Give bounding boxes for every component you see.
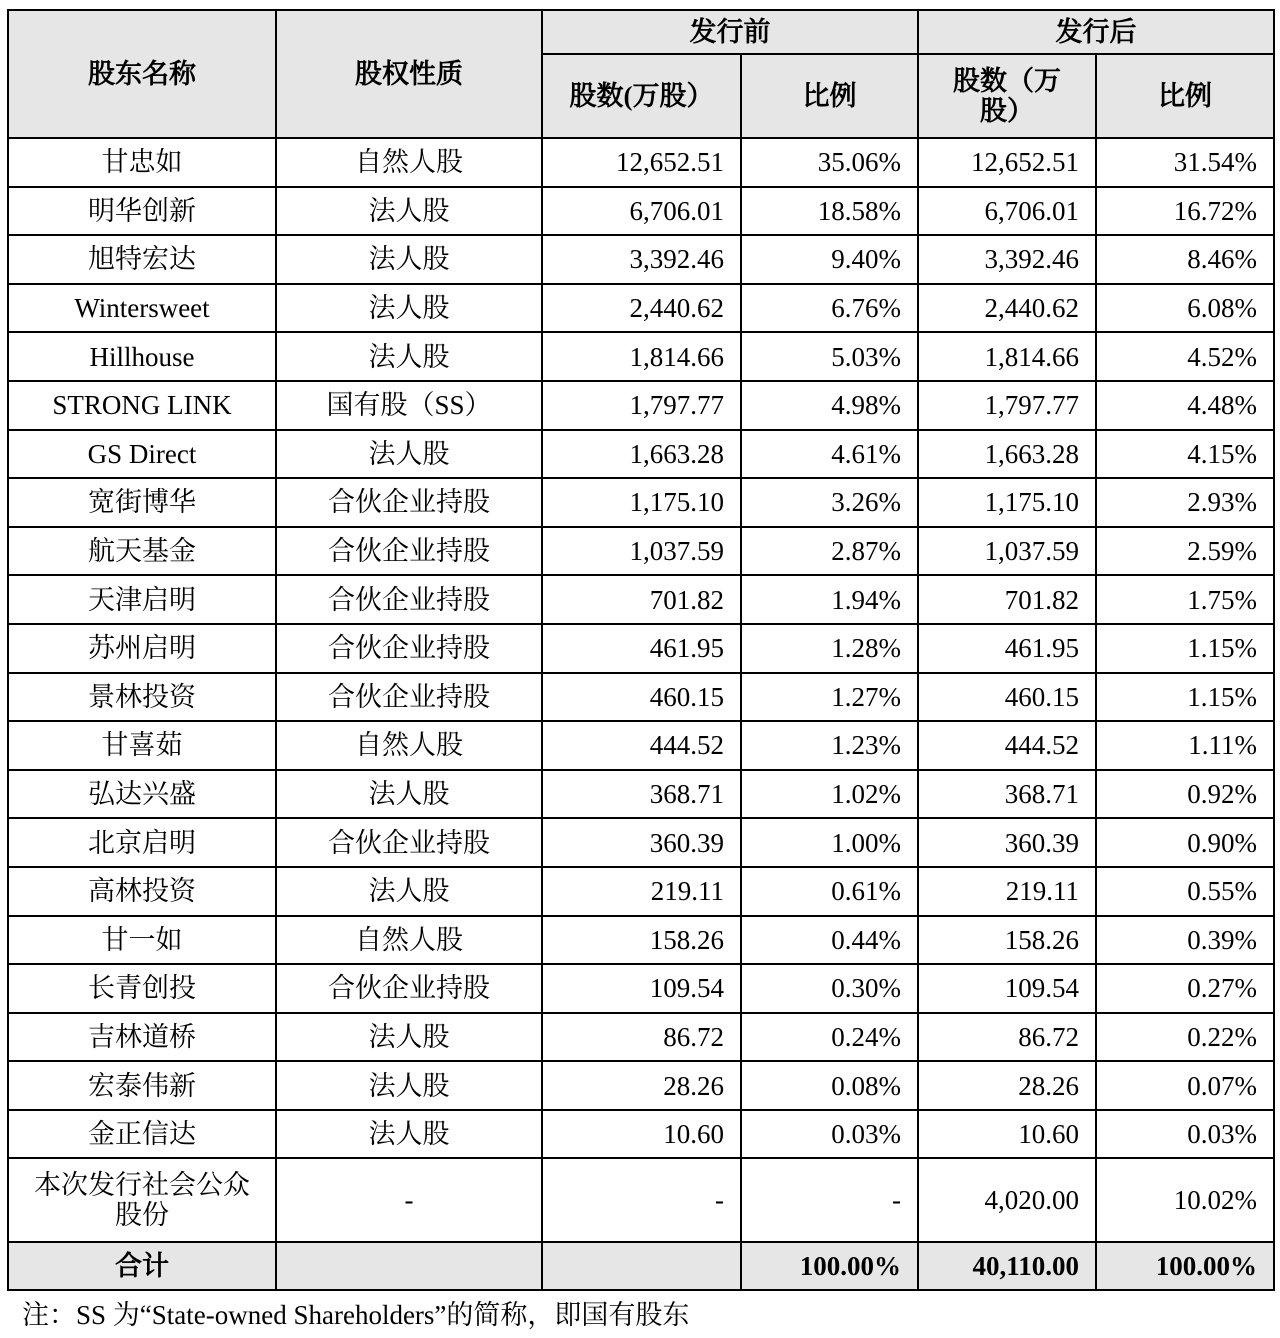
cell-nature: 法人股	[276, 1061, 542, 1110]
table-row	[8, 381, 1274, 430]
cell-name: 弘达兴盛	[8, 770, 276, 819]
total-shares-after: 40,110.00	[918, 1242, 1096, 1290]
header-after: 发行后	[918, 10, 1274, 54]
total-ratio-after: 100.00%	[1096, 1242, 1274, 1290]
cell-shares-after: 1,814.66	[918, 332, 1096, 381]
cell-name: 天津启明	[8, 575, 276, 624]
cell-shares-after: 10.60	[918, 1110, 1096, 1159]
cell-name: 北京启明	[8, 818, 276, 867]
table-body	[8, 138, 1274, 1158]
cell-shares-before: 28.26	[542, 1061, 741, 1110]
cell-shares-before: 1,814.66	[542, 332, 741, 381]
cell-ratio-before: 1.23%	[741, 721, 918, 770]
cell-ratio-before: 4.98%	[741, 381, 918, 430]
cell-name: 甘一如	[8, 916, 276, 965]
cell-nature: 自然人股	[276, 138, 542, 187]
cell-name: GS Direct	[8, 430, 276, 479]
cell-shares-before: 368.71	[542, 770, 741, 819]
cell-shares-before: 10.60	[542, 1110, 741, 1159]
cell-nature: 国有股（SS）	[276, 381, 542, 430]
total-row	[8, 1242, 1274, 1290]
table-row	[8, 673, 1274, 722]
header-before: 发行前	[542, 10, 918, 54]
cell-name: Wintersweet	[8, 284, 276, 333]
table-row	[8, 1110, 1274, 1159]
cell-shares-before: 109.54	[542, 964, 741, 1013]
cell-shares-before: 360.39	[542, 818, 741, 867]
cell-nature: 合伙企业持股	[276, 673, 542, 722]
table-row	[8, 332, 1274, 381]
cell-shares-after: 158.26	[918, 916, 1096, 965]
cell-ratio-after: 6.08%	[1096, 284, 1274, 333]
table-row	[8, 964, 1274, 1013]
cell-shares-after: 444.52	[918, 721, 1096, 770]
cell-ratio-after: 1.15%	[1096, 624, 1274, 673]
cell-name: 宽街博华	[8, 478, 276, 527]
cell-shares-before: 86.72	[542, 1013, 741, 1062]
table-row	[8, 1013, 1274, 1062]
header-nature: 股权性质	[276, 10, 542, 138]
cell-name: 吉林道桥	[8, 1013, 276, 1062]
table-row	[8, 478, 1274, 527]
total-shares-before	[542, 1242, 741, 1290]
cell-ratio-before: 0.03%	[741, 1110, 918, 1159]
cell-ratio-after: 8.46%	[1096, 235, 1274, 284]
public-ratio-before: -	[741, 1158, 918, 1242]
cell-shares-after: 28.26	[918, 1061, 1096, 1110]
cell-ratio-before: 1.02%	[741, 770, 918, 819]
cell-ratio-before: 9.40%	[741, 235, 918, 284]
header-name: 股东名称	[8, 10, 276, 138]
cell-shares-before: 1,663.28	[542, 430, 741, 479]
cell-ratio-before: 0.44%	[741, 916, 918, 965]
cell-shares-before: 1,037.59	[542, 527, 741, 576]
cell-nature: 法人股	[276, 867, 542, 916]
cell-nature: 法人股	[276, 1110, 542, 1159]
table-row	[8, 284, 1274, 333]
cell-shares-before: 2,440.62	[542, 284, 741, 333]
cell-ratio-after: 4.48%	[1096, 381, 1274, 430]
total-nature	[276, 1242, 542, 1290]
cell-ratio-before: 4.61%	[741, 430, 918, 479]
cell-ratio-before: 0.24%	[741, 1013, 918, 1062]
cell-shares-after: 2,440.62	[918, 284, 1096, 333]
table-row	[8, 721, 1274, 770]
cell-shares-after: 701.82	[918, 575, 1096, 624]
cell-ratio-before: 1.94%	[741, 575, 918, 624]
cell-nature: 合伙企业持股	[276, 624, 542, 673]
cell-ratio-after: 0.27%	[1096, 964, 1274, 1013]
cell-name: 景林投资	[8, 673, 276, 722]
header-ratio-before: 比例	[741, 54, 918, 138]
cell-shares-after: 1,037.59	[918, 527, 1096, 576]
cell-ratio-after: 1.75%	[1096, 575, 1274, 624]
cell-nature: 合伙企业持股	[276, 478, 542, 527]
cell-shares-after: 12,652.51	[918, 138, 1096, 187]
table-row	[8, 187, 1274, 236]
cell-ratio-before: 0.08%	[741, 1061, 918, 1110]
cell-shares-after: 1,797.77	[918, 381, 1096, 430]
table-row	[8, 138, 1274, 187]
cell-name: 高林投资	[8, 867, 276, 916]
table-row	[8, 1061, 1274, 1110]
cell-ratio-after: 0.07%	[1096, 1061, 1274, 1110]
cell-ratio-before: 0.61%	[741, 867, 918, 916]
cell-nature: 合伙企业持股	[276, 527, 542, 576]
cell-shares-after: 1,175.10	[918, 478, 1096, 527]
cell-nature: 法人股	[276, 187, 542, 236]
public-name: 本次发行社会公众股份	[8, 1158, 276, 1242]
cell-nature: 法人股	[276, 332, 542, 381]
cell-name: 长青创投	[8, 964, 276, 1013]
cell-ratio-before: 18.58%	[741, 187, 918, 236]
table-row	[8, 235, 1274, 284]
cell-shares-after: 86.72	[918, 1013, 1096, 1062]
cell-shares-before: 6,706.01	[542, 187, 741, 236]
table-row	[8, 818, 1274, 867]
public-shares-before: -	[542, 1158, 741, 1242]
cell-ratio-after: 4.52%	[1096, 332, 1274, 381]
cell-shares-after: 219.11	[918, 867, 1096, 916]
cell-ratio-after: 1.15%	[1096, 673, 1274, 722]
cell-nature: 自然人股	[276, 721, 542, 770]
cell-ratio-before: 1.27%	[741, 673, 918, 722]
cell-shares-before: 461.95	[542, 624, 741, 673]
cell-nature: 合伙企业持股	[276, 575, 542, 624]
public-shares-after: 4,020.00	[918, 1158, 1096, 1242]
cell-shares-after: 368.71	[918, 770, 1096, 819]
table-row	[8, 770, 1274, 819]
cell-ratio-after: 4.15%	[1096, 430, 1274, 479]
cell-name: Hillhouse	[8, 332, 276, 381]
cell-nature: 合伙企业持股	[276, 964, 542, 1013]
cell-name: 苏州启明	[8, 624, 276, 673]
cell-nature: 法人股	[276, 430, 542, 479]
cell-shares-after: 3,392.46	[918, 235, 1096, 284]
cell-nature: 自然人股	[276, 916, 542, 965]
cell-name: 航天基金	[8, 527, 276, 576]
cell-shares-after: 109.54	[918, 964, 1096, 1013]
cell-shares-before: 1,797.77	[542, 381, 741, 430]
cell-ratio-after: 0.55%	[1096, 867, 1274, 916]
cell-ratio-after: 2.59%	[1096, 527, 1274, 576]
cell-name: 金正信达	[8, 1110, 276, 1159]
cell-shares-before: 219.11	[542, 867, 741, 916]
cell-shares-after: 6,706.01	[918, 187, 1096, 236]
cell-nature: 法人股	[276, 770, 542, 819]
shareholder-table	[7, 9, 1275, 1291]
cell-nature: 法人股	[276, 1013, 542, 1062]
cell-nature: 法人股	[276, 235, 542, 284]
table-row	[8, 867, 1274, 916]
public-nature: -	[276, 1158, 542, 1242]
cell-ratio-before: 2.87%	[741, 527, 918, 576]
cell-ratio-before: 3.26%	[741, 478, 918, 527]
total-ratio-before: 100.00%	[741, 1242, 918, 1290]
cell-name: 明华创新	[8, 187, 276, 236]
cell-ratio-after: 0.03%	[1096, 1110, 1274, 1159]
table-row	[8, 430, 1274, 479]
cell-shares-after: 461.95	[918, 624, 1096, 673]
cell-ratio-after: 31.54%	[1096, 138, 1274, 187]
cell-name: 旭特宏达	[8, 235, 276, 284]
cell-ratio-before: 5.03%	[741, 332, 918, 381]
cell-shares-before: 3,392.46	[542, 235, 741, 284]
cell-nature: 法人股	[276, 284, 542, 333]
cell-ratio-after: 0.90%	[1096, 818, 1274, 867]
cell-shares-after: 460.15	[918, 673, 1096, 722]
cell-ratio-before: 6.76%	[741, 284, 918, 333]
total-label: 合计	[8, 1242, 276, 1290]
cell-shares-after: 360.39	[918, 818, 1096, 867]
header-shares-before: 股数(万股）	[542, 54, 741, 138]
cell-name: STRONG LINK	[8, 381, 276, 430]
cell-name: 宏泰伟新	[8, 1061, 276, 1110]
cell-shares-before: 158.26	[542, 916, 741, 965]
cell-ratio-after: 0.92%	[1096, 770, 1274, 819]
cell-name: 甘忠如	[8, 138, 276, 187]
cell-shares-before: 460.15	[542, 673, 741, 722]
public-ratio-after: 10.02%	[1096, 1158, 1274, 1242]
header-row-1	[8, 10, 1274, 54]
cell-ratio-before: 35.06%	[741, 138, 918, 187]
cell-shares-before: 444.52	[542, 721, 741, 770]
cell-shares-before: 12,652.51	[542, 138, 741, 187]
header-ratio-after: 比例	[1096, 54, 1274, 138]
cell-ratio-after: 16.72%	[1096, 187, 1274, 236]
cell-ratio-after: 2.93%	[1096, 478, 1274, 527]
cell-ratio-before: 1.28%	[741, 624, 918, 673]
cell-shares-before: 701.82	[542, 575, 741, 624]
table-row	[8, 527, 1274, 576]
cell-ratio-after: 0.39%	[1096, 916, 1274, 965]
cell-shares-after: 1,663.28	[918, 430, 1096, 479]
cell-ratio-before: 0.30%	[741, 964, 918, 1013]
footnote: 注：SS 为“State-owned Shareholders”的简称，即国有股东	[22, 1300, 690, 1330]
public-offering-row	[8, 1158, 1274, 1242]
cell-ratio-after: 0.22%	[1096, 1013, 1274, 1062]
header-shares-after: 股数（万股）	[918, 54, 1096, 138]
cell-ratio-before: 1.00%	[741, 818, 918, 867]
cell-ratio-after: 1.11%	[1096, 721, 1274, 770]
table-row	[8, 916, 1274, 965]
cell-nature: 合伙企业持股	[276, 818, 542, 867]
cell-shares-before: 1,175.10	[542, 478, 741, 527]
cell-name: 甘喜茹	[8, 721, 276, 770]
table-row	[8, 575, 1274, 624]
table-row	[8, 624, 1274, 673]
